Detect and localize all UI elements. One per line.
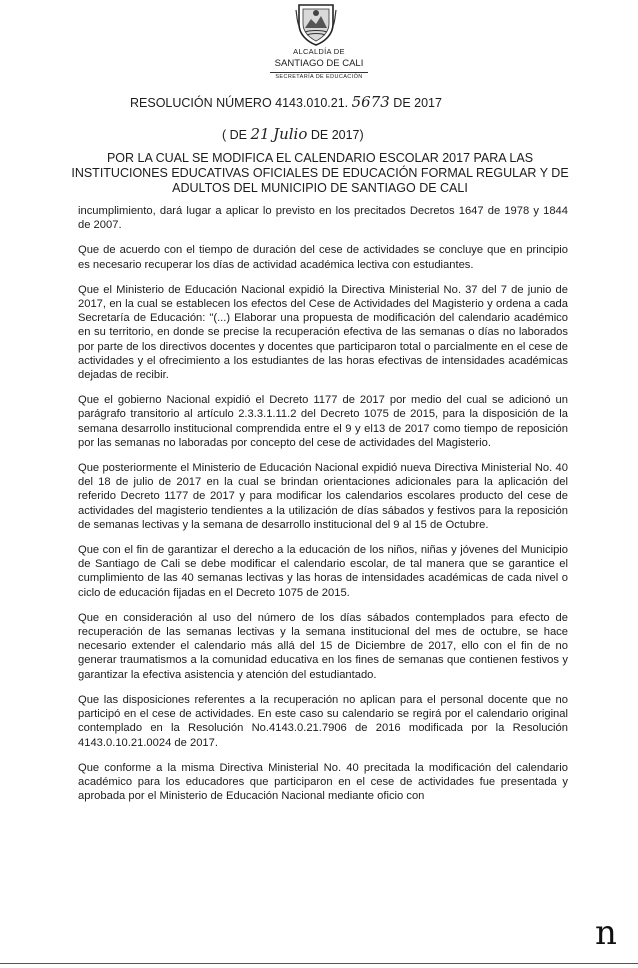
handwritten-month: Julio: [273, 125, 308, 143]
resolution-prefix: RESOLUCIÓN NÚMERO 4143.010.21.: [130, 96, 349, 110]
paragraph: Que posteriormente el Ministerio de Educación Nacional expidió nueva Directiva Ministerial No. 40 del 18 de julio de 2017 en la cual se brindan orientaciones adicionales para la aplicación del referido Decreto 1177 de 2017 y para modificar los calendarios escolares producto del cese de actividades del magisterio tendientes a la utilización de días sábados y festivos para la reposición de semanas lectivas y la semana de desarrollo institucional del 9 al 15 de Octubre.: [78, 462, 568, 531]
paragraph: incumplimiento, dará lugar a aplicar lo previsto en los precitados Decretos 1647 de 1978 y 1844 de 2007.: [78, 205, 568, 232]
paragraph: Que en consideración al uso del número de los días sábados contemplados para efecto de recuperación de las semanas lectivas y la semana institucional del mes de octubre, se hace necesario extender el calendario más allá del 15 de Diciembre de 2017, ello con el fin de no generar traumatismos a la comunidad educativa en los fines de semanas que contienen festivos y garantizar la efectiva asistencia y atención del estudiantado.: [78, 611, 568, 681]
paragraph: Que las disposiciones referentes a la recuperación no aplican para el personal docente que no participó en el cese de actividades. En este caso su calendario se regirá por el calendario original contemplado en la Resolución No.4143.0.21.7906 de 2016 modificada por la Resolución 4143.0.10.21.0024 de 2017.: [78, 693, 568, 749]
resolution-suffix: DE 2017: [393, 96, 442, 110]
date-open: ( DE: [222, 128, 247, 142]
org-name: SANTIAGO DE CALI: [274, 58, 364, 69]
paragraph: Que conforme a la misma Directiva Ministerial No. 40 precitada la modificación del calendario académico para los educadores que participaron en el cese de actividades fue presentada y aprobada por el Ministerio de Educación Nacional mediante oficio con: [78, 761, 568, 803]
resolution-number-line: [130, 93, 442, 111]
resolution-title: POR LA CUAL SE MODIFICA EL CALENDARIO ESCOLAR 2017 PARA LAS INSTITUCIONES EDUCATIVAS OFICIALES DE EDUCACIÓN FORMAL REGULAR Y DE ADULTOS DEL MUNICIPIO DE SANTIAGO DE CALI: [71, 151, 569, 195]
org-line-1: ALCALDÍA DE: [293, 47, 345, 56]
paragraph: Que el gobierno Nacional expidió el Decreto 1177 de 2017 por medio del cual se adicionó un parágrafo transitorio al artículo 2.3.3.1.11.2 del Decreto 1075 de 2015, para la disposición de la semana desarrollo institucional comprendida entre el 9 y el13 de 2017 como tiempo de reposición por las semanas no laboradas por concepto del cese de actividades del Magisterio.: [78, 394, 568, 449]
document-body: [78, 204, 568, 814]
coat-of-arms-icon: [295, 2, 337, 46]
handwritten-number: 5673: [351, 93, 390, 111]
handwritten-initial: n: [595, 913, 617, 953]
paragraph: Que con el fin de garantizar el derecho a la educación de los niños, niñas y jóvenes del Municipio de Santiago de Cali se debe modificar el calendario escolar, de tal manera que se garantice el cumplimiento de las 40 semanas lectivas y las horas de intensidades académicas de cada nivel o ciclo de educación fijadas en el Decreto 1075 de 2015.: [78, 544, 568, 599]
page-bottom-rule: [0, 963, 638, 964]
handwritten-day: 21: [250, 125, 270, 143]
paragraph: Que de acuerdo con el tiempo de duración del cese de actividades se concluye que en principio es necesario recuperar los días de actividad académica lectiva con estudiantes.: [78, 244, 568, 271]
date-close: DE 2017): [310, 128, 364, 142]
paragraph: Que el Ministerio de Educación Nacional expidió la Directiva Ministerial No. 37 del 7 de junio de 2017, en la cual se establecen los efectos del Cese de Actividades del Magisterio y ordena a cada Secretaría de Educación: "(...) Elaborar una propuesta de modificación del calendario académico en su territorio, en donde se precise la recuperación efectiva de las semanas o días no laborados por parte de los directivos docentes y docentes que participaron total o parcialmente en el cese de actividades y el ofrecimiento a los estudiantes de las horas efectivas de intensidades académicas dejadas de recibir.: [78, 283, 568, 382]
resolution-date-line: [222, 125, 364, 143]
org-department: SECRETARÍA DE EDUCACIÓN: [270, 72, 368, 80]
